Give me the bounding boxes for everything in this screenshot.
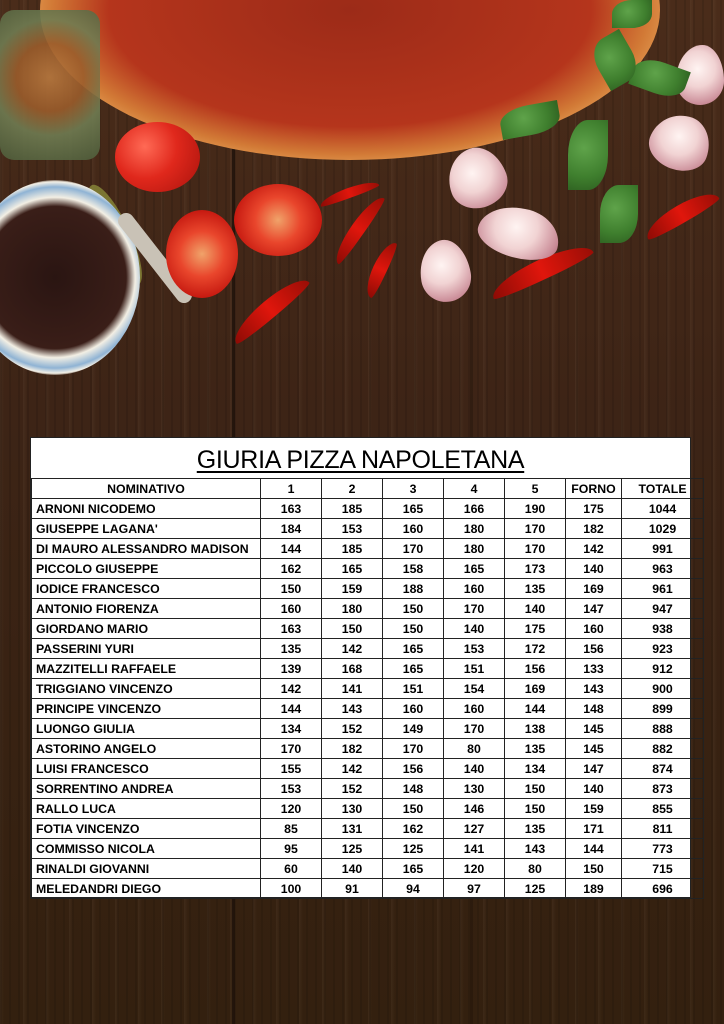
chili-pepper-icon: [641, 186, 721, 243]
name-cell: RALLO LUCA: [32, 799, 261, 819]
score-forno: 148: [566, 699, 622, 719]
score-judge-2: 141: [322, 679, 383, 699]
score-judge-4: 151: [444, 659, 505, 679]
score-forno: 169: [566, 579, 622, 599]
score-forno: 175: [566, 499, 622, 519]
score-judge-1: 100: [261, 879, 322, 899]
score-judge-3: 162: [383, 819, 444, 839]
score-judge-5: 175: [505, 619, 566, 639]
score-judge-3: 165: [383, 639, 444, 659]
score-totale: 715: [622, 859, 704, 879]
tomato-icon: [115, 122, 200, 192]
score-judge-2: 152: [322, 779, 383, 799]
score-judge-1: 120: [261, 799, 322, 819]
score-judge-3: 165: [383, 859, 444, 879]
score-forno: 142: [566, 539, 622, 559]
score-totale: 912: [622, 659, 704, 679]
score-totale: 811: [622, 819, 704, 839]
table-row: [32, 859, 704, 879]
tomato-half-icon: [166, 210, 238, 298]
score-judge-3: 170: [383, 739, 444, 759]
score-judge-5: 190: [505, 499, 566, 519]
name-cell: FOTIA VINCENZO: [32, 819, 261, 839]
score-forno: 160: [566, 619, 622, 639]
score-judge-4: 140: [444, 759, 505, 779]
name-cell: DI MAURO ALESSANDRO MADISON: [32, 539, 261, 559]
score-judge-2: 182: [322, 739, 383, 759]
table-row: [32, 779, 704, 799]
name-cell: PASSERINI YURI: [32, 639, 261, 659]
score-judge-2: 130: [322, 799, 383, 819]
score-judge-1: 144: [261, 699, 322, 719]
score-judge-5: 150: [505, 779, 566, 799]
score-judge-1: 162: [261, 559, 322, 579]
score-judge-3: 94: [383, 879, 444, 899]
score-totale: 874: [622, 759, 704, 779]
score-forno: 171: [566, 819, 622, 839]
score-judge-1: 184: [261, 519, 322, 539]
column-header-totale: TOTALE: [622, 479, 704, 499]
score-judge-5: 80: [505, 859, 566, 879]
score-forno: 159: [566, 799, 622, 819]
score-judge-2: 131: [322, 819, 383, 839]
score-forno: 189: [566, 879, 622, 899]
name-cell: ANTONIO FIORENZA: [32, 599, 261, 619]
score-judge-2: 159: [322, 579, 383, 599]
score-judge-4: 166: [444, 499, 505, 519]
score-judge-1: 135: [261, 639, 322, 659]
score-judge-5: 150: [505, 799, 566, 819]
name-cell: LUONGO GIULIA: [32, 719, 261, 739]
basil-icon: [612, 0, 652, 28]
table-row: [32, 599, 704, 619]
score-totale: 873: [622, 779, 704, 799]
jury-scoreboard: [30, 437, 691, 898]
score-judge-2: 185: [322, 499, 383, 519]
score-judge-5: 156: [505, 659, 566, 679]
score-judge-4: 170: [444, 719, 505, 739]
score-judge-2: 152: [322, 719, 383, 739]
name-cell: ASTORINO ANGELO: [32, 739, 261, 759]
name-cell: RINALDI GIOVANNI: [32, 859, 261, 879]
name-cell: MAZZITELLI RAFFAELE: [32, 659, 261, 679]
score-judge-4: 140: [444, 619, 505, 639]
score-judge-3: 165: [383, 499, 444, 519]
score-judge-2: 185: [322, 539, 383, 559]
name-cell: GIORDANO MARIO: [32, 619, 261, 639]
score-judge-4: 146: [444, 799, 505, 819]
chili-pepper-icon: [361, 239, 399, 299]
name-cell: TRIGGIANO VINCENZO: [32, 679, 261, 699]
score-judge-5: 134: [505, 759, 566, 779]
table-row: [32, 719, 704, 739]
chili-pepper-icon: [227, 272, 311, 347]
score-judge-5: 143: [505, 839, 566, 859]
score-judge-5: 138: [505, 719, 566, 739]
score-judge-4: 80: [444, 739, 505, 759]
score-totale: 882: [622, 739, 704, 759]
score-forno: 156: [566, 639, 622, 659]
score-judge-3: 149: [383, 719, 444, 739]
table-row: [32, 579, 704, 599]
table-row: [32, 619, 704, 639]
score-forno: 147: [566, 759, 622, 779]
score-totale: 947: [622, 599, 704, 619]
table-row: [32, 739, 704, 759]
score-judge-2: 91: [322, 879, 383, 899]
score-forno: 140: [566, 559, 622, 579]
score-judge-1: 160: [261, 599, 322, 619]
score-totale: 923: [622, 639, 704, 659]
score-judge-4: 170: [444, 599, 505, 619]
score-judge-1: 134: [261, 719, 322, 739]
column-header-judge-3: 3: [383, 479, 444, 499]
score-totale: 1044: [622, 499, 704, 519]
score-judge-4: 180: [444, 539, 505, 559]
table-row: [32, 639, 704, 659]
score-judge-4: 127: [444, 819, 505, 839]
scoreboard-title: GIURIA PIZZA NAPOLETANA: [196, 446, 525, 474]
score-judge-3: 165: [383, 659, 444, 679]
score-forno: 150: [566, 859, 622, 879]
score-judge-4: 165: [444, 559, 505, 579]
score-judge-5: 135: [505, 579, 566, 599]
table-row: [32, 759, 704, 779]
score-totale: 991: [622, 539, 704, 559]
table-row: [32, 559, 704, 579]
score-judge-5: 172: [505, 639, 566, 659]
score-forno: 147: [566, 599, 622, 619]
scores-table: [31, 478, 704, 899]
score-judge-4: 153: [444, 639, 505, 659]
table-row: [32, 879, 704, 899]
score-judge-1: 163: [261, 619, 322, 639]
table-row: [32, 799, 704, 819]
name-cell: GIUSEPPE LAGANA': [32, 519, 261, 539]
score-totale: 696: [622, 879, 704, 899]
score-judge-4: 154: [444, 679, 505, 699]
score-judge-1: 153: [261, 779, 322, 799]
basil-icon: [600, 185, 638, 243]
name-cell: COMMISSO NICOLA: [32, 839, 261, 859]
score-judge-2: 142: [322, 639, 383, 659]
score-judge-1: 170: [261, 739, 322, 759]
score-judge-4: 97: [444, 879, 505, 899]
score-judge-3: 125: [383, 839, 444, 859]
score-judge-2: 140: [322, 859, 383, 879]
name-cell: PICCOLO GIUSEPPE: [32, 559, 261, 579]
table-row: [32, 699, 704, 719]
column-header-judge-4: 4: [444, 479, 505, 499]
score-judge-4: 160: [444, 699, 505, 719]
chili-pepper-icon: [329, 192, 386, 266]
garlic-icon: [415, 236, 475, 306]
score-totale: 773: [622, 839, 704, 859]
column-header-judge-2: 2: [322, 479, 383, 499]
name-cell: SORRENTINO ANDREA: [32, 779, 261, 799]
score-totale: 888: [622, 719, 704, 739]
name-cell: IODICE FRANCESCO: [32, 579, 261, 599]
score-forno: 140: [566, 779, 622, 799]
score-judge-2: 150: [322, 619, 383, 639]
score-judge-5: 135: [505, 739, 566, 759]
score-judge-3: 150: [383, 619, 444, 639]
tomato-half-icon: [234, 184, 322, 256]
score-totale: 963: [622, 559, 704, 579]
column-header-forno: FORNO: [566, 479, 622, 499]
score-judge-5: 135: [505, 819, 566, 839]
basil-icon: [568, 120, 608, 190]
score-judge-1: 139: [261, 659, 322, 679]
score-judge-5: 173: [505, 559, 566, 579]
score-judge-1: 144: [261, 539, 322, 559]
score-judge-2: 165: [322, 559, 383, 579]
table-row: [32, 519, 704, 539]
olive-bowl-icon: [0, 180, 140, 375]
score-totale: 938: [622, 619, 704, 639]
score-judge-3: 150: [383, 599, 444, 619]
score-forno: 143: [566, 679, 622, 699]
score-judge-4: 180: [444, 519, 505, 539]
score-judge-3: 158: [383, 559, 444, 579]
score-judge-3: 150: [383, 799, 444, 819]
score-forno: 145: [566, 719, 622, 739]
score-judge-1: 155: [261, 759, 322, 779]
score-judge-3: 160: [383, 519, 444, 539]
score-totale: 1029: [622, 519, 704, 539]
score-judge-5: 144: [505, 699, 566, 719]
score-totale: 900: [622, 679, 704, 699]
score-judge-2: 180: [322, 599, 383, 619]
score-judge-5: 125: [505, 879, 566, 899]
score-judge-4: 141: [444, 839, 505, 859]
score-judge-4: 120: [444, 859, 505, 879]
score-judge-2: 142: [322, 759, 383, 779]
name-cell: LUISI FRANCESCO: [32, 759, 261, 779]
score-judge-2: 153: [322, 519, 383, 539]
score-judge-2: 168: [322, 659, 383, 679]
score-judge-5: 170: [505, 539, 566, 559]
score-totale: 899: [622, 699, 704, 719]
scores-table-body: [32, 499, 704, 899]
score-judge-5: 140: [505, 599, 566, 619]
column-header-nominativo: NOMINATIVO: [32, 479, 261, 499]
name-cell: ARNONI NICODEMO: [32, 499, 261, 519]
spice-jar-icon: [0, 10, 100, 160]
score-judge-1: 142: [261, 679, 322, 699]
score-judge-3: 148: [383, 779, 444, 799]
column-header-judge-1: 1: [261, 479, 322, 499]
score-judge-3: 156: [383, 759, 444, 779]
score-forno: 144: [566, 839, 622, 859]
table-row: [32, 539, 704, 559]
score-judge-4: 130: [444, 779, 505, 799]
table-row: [32, 659, 704, 679]
score-totale: 855: [622, 799, 704, 819]
garlic-icon: [642, 106, 717, 178]
score-judge-4: 160: [444, 579, 505, 599]
score-judge-3: 188: [383, 579, 444, 599]
score-judge-3: 160: [383, 699, 444, 719]
score-judge-1: 150: [261, 579, 322, 599]
name-cell: MELEDANDRI DIEGO: [32, 879, 261, 899]
score-judge-2: 143: [322, 699, 383, 719]
score-judge-3: 170: [383, 539, 444, 559]
column-header-judge-5: 5: [505, 479, 566, 499]
table-row: [32, 819, 704, 839]
name-cell: PRINCIPE VINCENZO: [32, 699, 261, 719]
score-forno: 182: [566, 519, 622, 539]
score-judge-1: 60: [261, 859, 322, 879]
score-judge-1: 95: [261, 839, 322, 859]
score-totale: 961: [622, 579, 704, 599]
score-judge-5: 169: [505, 679, 566, 699]
score-judge-5: 170: [505, 519, 566, 539]
score-judge-2: 125: [322, 839, 383, 859]
table-row: [32, 839, 704, 859]
table-header-row: [32, 479, 704, 499]
score-forno: 133: [566, 659, 622, 679]
score-judge-1: 85: [261, 819, 322, 839]
score-judge-3: 151: [383, 679, 444, 699]
score-forno: 145: [566, 739, 622, 759]
score-judge-1: 163: [261, 499, 322, 519]
table-row: [32, 679, 704, 699]
table-row: [32, 499, 704, 519]
